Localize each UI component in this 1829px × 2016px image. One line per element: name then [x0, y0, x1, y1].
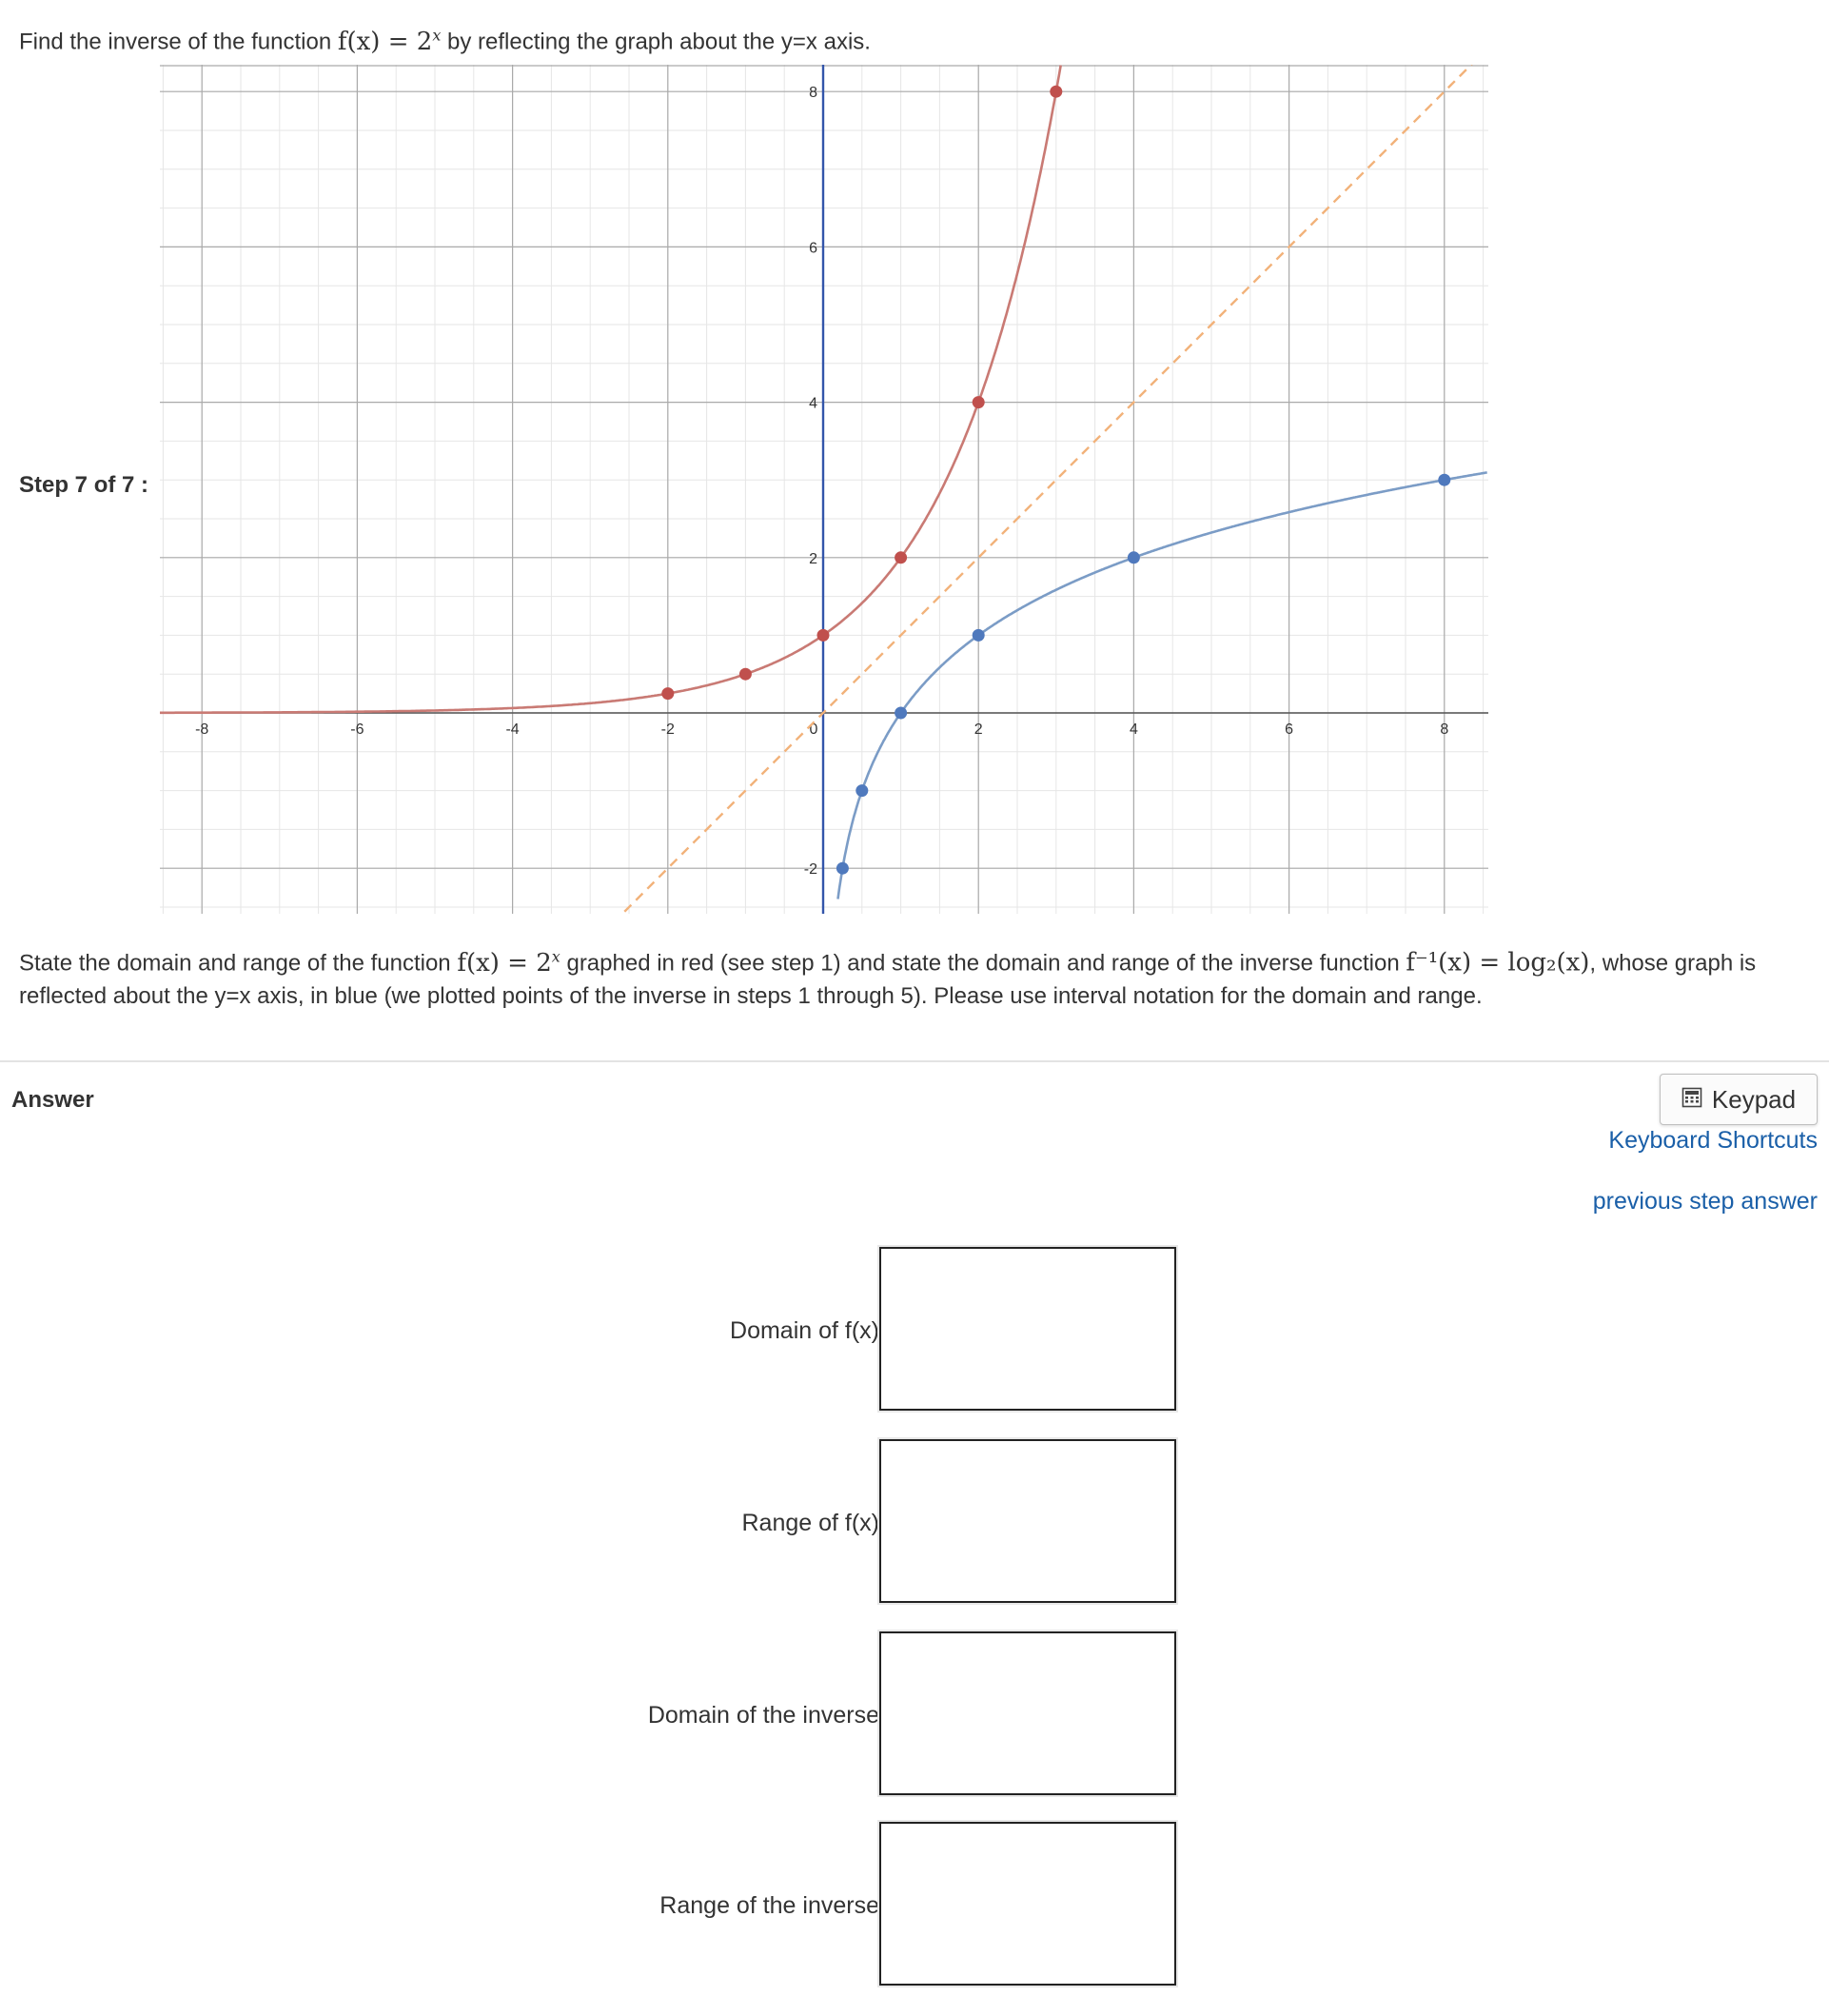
- function-graph: [160, 65, 1488, 914]
- blue-point: [856, 784, 868, 797]
- function-formula-base: f(x) = 2: [337, 27, 433, 56]
- red-point: [817, 629, 830, 642]
- red-point: [1050, 86, 1062, 98]
- red-point: [973, 396, 985, 408]
- instruction-function-exponent: x: [551, 947, 560, 965]
- blue-point: [1128, 551, 1140, 563]
- y-tick-label: 2: [809, 550, 817, 567]
- keyboard-shortcuts-link[interactable]: Keyboard Shortcuts: [1608, 1127, 1818, 1154]
- domain-inverse-label: Domain of the inverse: [647, 1702, 879, 1729]
- y-tick-label: 6: [809, 240, 817, 257]
- divider: [0, 1060, 1829, 1062]
- step-label: Step 7 of 7 :: [19, 472, 149, 498]
- instruction-part2: graphed in red (see step 1) and state the domain and range of the inverse function: [560, 950, 1406, 977]
- range-f-input[interactable]: [879, 1439, 1176, 1603]
- range-f-label: Range of f(x): [741, 1510, 879, 1536]
- instruction-text: [19, 940, 1808, 1013]
- question-text: [19, 19, 871, 59]
- blue-point: [973, 629, 985, 642]
- answer-label: Answer: [11, 1087, 94, 1113]
- x-tick-label: 2: [974, 721, 983, 738]
- x-tick-label: 6: [1285, 721, 1294, 738]
- instruction-function: [457, 949, 560, 978]
- instruction-function-base: f(x) = 2: [457, 948, 552, 978]
- calculator-icon: [1682, 1085, 1702, 1115]
- x-tick-label: 8: [1440, 721, 1449, 738]
- function-formula-exponent: x: [432, 26, 442, 44]
- inverse-function-formula: f⁻¹(x) = log₂(x): [1406, 948, 1590, 978]
- red-point: [739, 668, 752, 681]
- keypad-label: Keypad: [1711, 1084, 1797, 1114]
- red-point: [661, 687, 674, 700]
- y-tick-label: 4: [809, 395, 817, 412]
- domain-f-input[interactable]: [879, 1247, 1176, 1411]
- y-tick-label: 8: [809, 85, 817, 102]
- x-tick-label: -4: [505, 721, 520, 738]
- x-tick-label: 0: [809, 721, 818, 738]
- keypad-button[interactable]: [1660, 1074, 1818, 1125]
- y-tick-label: -2: [803, 861, 817, 879]
- domain-inverse-input[interactable]: [879, 1631, 1176, 1795]
- x-tick-label: -8: [195, 721, 209, 738]
- function-formula: [338, 28, 441, 56]
- blue-point: [836, 862, 849, 875]
- blue-point: [895, 707, 907, 720]
- domain-f-label: Domain of f(x): [730, 1317, 879, 1344]
- red-point: [895, 551, 907, 563]
- range-inverse-input[interactable]: [879, 1822, 1176, 1986]
- x-tick-label: -6: [350, 721, 364, 738]
- question-lead: Find the inverse of the function: [19, 29, 332, 55]
- x-tick-label: -2: [660, 721, 675, 738]
- question-tail: by reflecting the graph about the y=x axis.: [441, 29, 871, 55]
- instruction-part3: , whose graph is reflected about the y=x axis, in blue (we plotted points of the inverse in steps 1 through 5). Please use interval notation for the domain and range.: [19, 950, 1757, 1009]
- previous-step-answer-link[interactable]: previous step answer: [1592, 1188, 1818, 1215]
- instruction-part1: State the domain and range of the function: [19, 950, 458, 977]
- blue-point: [1438, 474, 1450, 486]
- range-inverse-label: Range of the inverse: [659, 1892, 879, 1919]
- x-tick-label: 4: [1129, 721, 1138, 738]
